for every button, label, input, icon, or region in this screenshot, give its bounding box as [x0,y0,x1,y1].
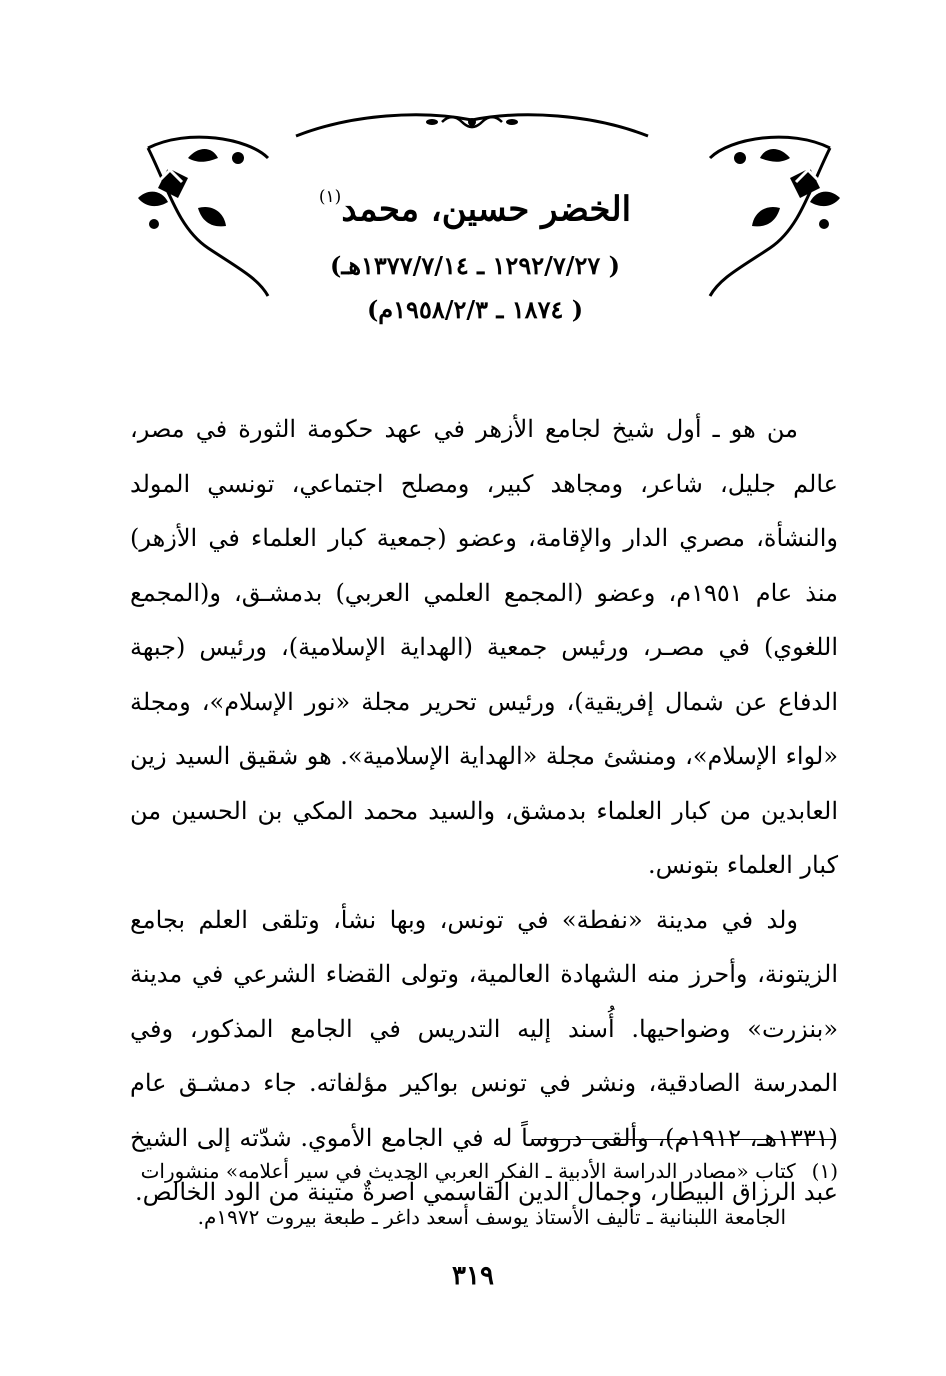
footnote-separator [534,1139,836,1140]
footnote [130,1148,838,1240]
hijri-dates: ( ١٢٩٢/٧/٢٧ ـ ١٣٧٧/٧/١٤هـ) [329,251,621,280]
page-number: ٣١٩ [452,1261,494,1291]
footnote-line-1: كتاب «مصادر الدراسة الأدبية ـ الفكر العربي الحديث في سير أعلامه» منشورات [140,1159,796,1183]
left-corner-ornament [128,128,278,298]
entry-title-text: الخضر حسين، محمد [341,189,632,230]
footnote-line-2: الجامعة اللبنانية ـ تأليف الأستاذ يوسف أسعد داغر ـ طبعة بيروت ١٩٧٢م. [197,1205,786,1229]
top-flourish-ornament [292,108,652,142]
footnote-marker: (١) [811,1159,838,1183]
title-footnote-marker: (١) [318,187,342,207]
right-corner-ornament [700,128,850,298]
gregorian-dates: ( ١٨٧٤ ـ ١٩٥٨/٢/٣م) [366,295,584,324]
paragraph-2: ولد في مدينة «نفطة» في تونس، وبها نشأ، وتلقى العلم بجامع الزيتونة، وأحرز منه الشهادة العالمية، وتولى القضاء الشرعي في مدينة «بنزرت» وضواحيها. أُسند إليه التدريس في الجامع المذكور، وفي المدرسة الصادقية، ونشر في تونس بواكير مؤلفاته. جاء دمشـق عام (١٣٣١هـ، ١٩١٢م)، وألقى دروساً له في الجامع الأموي. شدّته إلى الشيخ عبد الرزاق البيطار، وجمال الدين القاسمي آصرةٌ متينة من الود الخالص. [130,905,839,1206]
entry-title [280,178,670,234]
body-text [130,402,838,1220]
paragraph-1: من هو ـ أول شيخ لجامع الأزهر في عهد حكومة الثورة في مصر، عالم جليل، شاعر، ومجاهد كبير، ومصلح اجتماعي، تونسي المولد والنشأة، مصري الدار والإقامة، وعضو (جمعية كبار العلماء في الأزهر) منذ عام ١٩٥١م، وعضو (المجمع العلمي العربي) بدمشـق، و(المجمع اللغوي) في مصـر، ورئيس جمعية (الهداية الإسلامية)، ورئيس (جبهة الدفاع عن شمال إفريقية)، ورئيس تحرير مجلة «نور الإسلام»، ومجلة «لواء الإسلام»، ومنشئ مجلة «الهداية الإسلامية». هو شقيق السيد زين العابدين من كبار العلماء بدمشق، والسيد محمد المكي بن الحسين من كبار العلماء بتونس. [130,415,839,879]
